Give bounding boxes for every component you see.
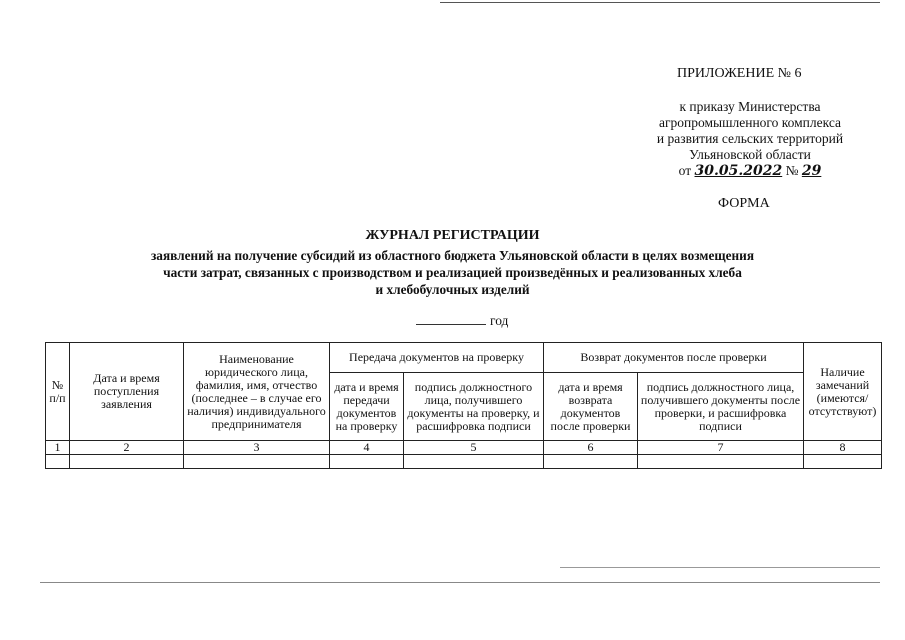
table-cell xyxy=(544,455,638,469)
scan-line-bottom-2 xyxy=(560,567,880,568)
journal-subtitle-line-2: части затрат, связанных с производством и реализацией произведённых и реализованных хлеба xyxy=(163,265,742,280)
column-numbers-row xyxy=(46,441,882,455)
header-received-date: Дата и время поступления заявления xyxy=(70,343,184,441)
year-label: год xyxy=(490,313,509,328)
column-number: 4 xyxy=(330,441,404,455)
column-number: 7 xyxy=(638,441,804,455)
header-remarks: Наличие замечаний (имеются/ отсутствуют) xyxy=(804,343,882,441)
column-number: 6 xyxy=(544,441,638,455)
order-from-prefix: от xyxy=(678,163,692,178)
journal-subtitle-line-3: и хлебобулочных изделий xyxy=(375,282,530,297)
header-return-date: дата и время возврата документов после проверки xyxy=(544,373,638,441)
column-number: 5 xyxy=(404,441,544,455)
order-reference xyxy=(630,99,870,179)
column-number: 2 xyxy=(70,441,184,455)
header-transfer-date: дата и время передачи документов на проверку xyxy=(330,373,404,441)
column-number: 1 xyxy=(46,441,70,455)
header-group-return: Возврат документов после проверки xyxy=(544,343,804,373)
order-date-line xyxy=(630,163,870,179)
column-number: 8 xyxy=(804,441,882,455)
table-cell xyxy=(804,455,882,469)
table-cell xyxy=(404,455,544,469)
header-group-transfer: Передача документов на проверку xyxy=(330,343,544,373)
order-line-4: Ульяновской области xyxy=(689,147,811,162)
table-cell xyxy=(46,455,70,469)
registration-table xyxy=(45,342,882,469)
order-line-2: агропромышленного комплекса xyxy=(659,115,841,130)
order-date: 30.05.2022 xyxy=(694,163,783,179)
table-cell xyxy=(70,455,184,469)
table-cell xyxy=(638,455,804,469)
year-field xyxy=(416,313,508,329)
header-row-1 xyxy=(46,343,882,373)
order-number: 29 xyxy=(801,163,822,179)
journal-title: ЖУРНАЛ РЕГИСТРАЦИИ xyxy=(365,228,540,243)
order-line-3: и развития сельских территорий xyxy=(656,131,844,146)
journal-subtitle-line-1: заявлений на получение субсидий из областного бюджета Ульяновской области в целях возмещения xyxy=(150,248,755,263)
scan-line-bottom-1 xyxy=(40,582,880,583)
table-cell xyxy=(330,455,404,469)
header-number: № п/п xyxy=(46,343,70,441)
header-applicant-name: Наименование юридического лица, фамилия, имя, отчество (последнее – в случае его наличия) индивидуального предпринимателя xyxy=(184,343,330,441)
form-label: ФОРМА xyxy=(718,196,770,211)
header-return-signature: подпись должностного лица, получившего документы после проверки, и расшифровка подписи xyxy=(638,373,804,441)
header-transfer-signature: подпись должностного лица, получившего документы на проверку, и расшифровка подписи xyxy=(404,373,544,441)
journal-subtitle xyxy=(40,247,865,298)
table-cell xyxy=(184,455,330,469)
order-line-1: к приказу Министерства xyxy=(679,99,821,114)
order-number-prefix: № xyxy=(785,163,799,178)
year-blank xyxy=(416,324,486,325)
scan-line-top xyxy=(440,2,880,3)
appendix-title: ПРИЛОЖЕНИЕ № 6 xyxy=(677,66,802,81)
table-row xyxy=(46,455,882,469)
column-number: 3 xyxy=(184,441,330,455)
